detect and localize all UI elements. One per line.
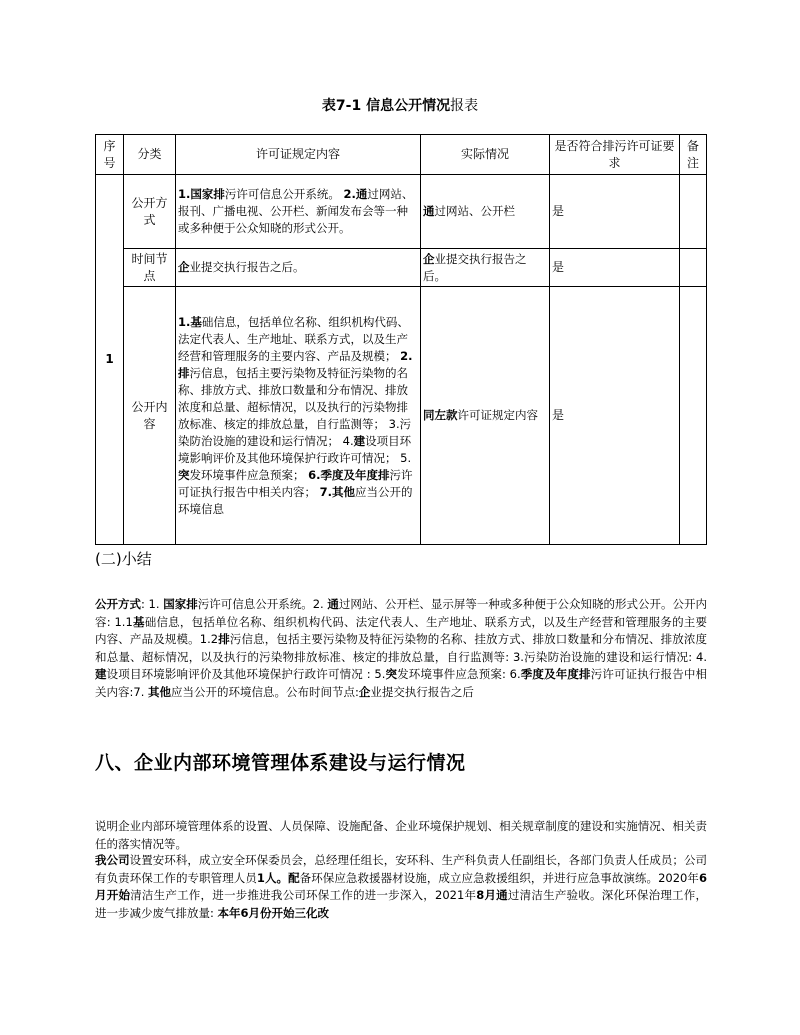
table-caption (0, 95, 800, 115)
remark-cell (680, 249, 707, 287)
bold-run: 国家排 (163, 597, 198, 611)
text-run: 础信息，包括单位名称、组织机构代码、法定代表人、生产地址、联系方式，以及生产经营和管理服务的主要内容、产品及规模。1.2 (95, 614, 708, 647)
bold-run: 公开方式 (95, 597, 142, 611)
bold-run: 其他 (148, 684, 172, 699)
info-disclosure-table (95, 134, 707, 545)
caption-main: 表7-1 信息公开情况 (321, 98, 451, 114)
header-rule: 许可证规定内容 (176, 135, 421, 175)
summary-paragraph (95, 596, 707, 702)
text-run: 础信息，包括单位名称、组织机构代码、法定代表人、生产地址、联系方式，以及生产经营和管理服务的主要内容、产品及规模； (178, 314, 409, 363)
seq-cell: 1 (96, 175, 124, 545)
header-actual: 实际情况 (421, 135, 550, 175)
conform-cell: 是 (550, 249, 680, 287)
text-run: 清洁生产工作，进一步推进我公司环保工作的进一步深入，2021年 (130, 888, 477, 903)
text-run: 业提交执行报告之后。 (189, 260, 305, 274)
bold-run: 企 (423, 251, 435, 266)
bold-run: 本年6月份开始三化改 (217, 905, 330, 920)
text-run: 设项目环境影响评价及其他环境保护行政许可情况 : 5. (106, 667, 386, 682)
table-header-row (96, 135, 707, 175)
conform-cell: 是 (550, 287, 680, 545)
bold-run: 2.排 (178, 348, 413, 380)
text-run: 发环境事件应急预案； (189, 467, 309, 482)
text-run: 污许可证执行报告中相关内容:7. (95, 667, 708, 699)
text-run: 应当公开的环境信息 (178, 484, 413, 516)
text-run: 过网站、公开栏 (434, 204, 515, 218)
intro-paragraph: 说明企业内部环境管理体系的设置、人员保障、设施配备、企业环境保护规划、相关规章制度的建设和实施情况、相关责任的落实情况等。 (95, 819, 707, 851)
rule-cell (176, 175, 421, 249)
bold-run: 1人。配 (256, 870, 300, 885)
text-run: 过网站、公开栏、显示屏等一种或多种便于公众知晓的形式公开。公开内容: 1.1 (95, 597, 707, 629)
text-run: 过网站、报刊、广播电视、公开栏、新闻发布会等一种或多种便于公众知晓的形式公开。 (178, 187, 414, 235)
category-cell: 公开内容 (124, 287, 176, 545)
actual-cell (421, 249, 550, 287)
bold-run: 7.其他 (319, 484, 356, 499)
bold-run: 企 (178, 260, 190, 274)
table-row (96, 249, 707, 287)
bold-run: 2.通 (343, 187, 368, 201)
table-row (96, 175, 707, 249)
summary-heading: (二)小结 (95, 550, 152, 568)
caption-suffix: 报表 (450, 98, 479, 114)
bold-run: 排 (218, 632, 230, 647)
remark-cell (680, 287, 707, 545)
bold-run: 建 (95, 667, 107, 682)
text-run: 应当公开的环境信息。公布时间节点: (171, 684, 359, 699)
bold-run: 1.国家排 (178, 187, 225, 201)
remark-cell (680, 175, 707, 249)
bold-run: 我公司 (95, 853, 130, 867)
text-run: 污许可信息公开系统。2. (197, 597, 328, 611)
bold-run: 建 (353, 433, 366, 448)
header-seq: 序号 (96, 135, 124, 175)
category-cell: 时间节点 (124, 249, 176, 287)
bold-run: 企 (358, 684, 371, 699)
conform-cell: 是 (550, 175, 680, 249)
text-run: 过清洁生产验收。深化环保治理工作， 进一步减少废气排放量: (95, 888, 708, 920)
bold-run: 季度及年度排 (520, 667, 591, 682)
table-row (96, 287, 707, 545)
bold-run: 通 (423, 204, 435, 218)
bold-run: 6月开始 (95, 870, 708, 903)
text-run: 设置安环科，成立安全环保委员会，总经理任组长，安环科、生产科负责人任副组长，各部门负责人任成员；公司有负责环保工作的专职管理人员 (95, 853, 708, 885)
bold-run: 突 (385, 667, 398, 682)
category-cell: 公开方式 (124, 175, 176, 249)
text-run: 污信息，包括主要污染物及特征污染物的名称、挂放方式、排放口数量和分布情况、排放浓度和总量、超标情况，以及执行的污染物排放标准、核定的排放总量，自行监测等: 3.污染防治设施的建设和运行情况: 4. (95, 632, 708, 664)
text-run: : 1. (141, 597, 164, 611)
text-run: 设项目环境影响评价及其他环境保护行政许可情况； 5. (178, 433, 412, 465)
actual-cell (421, 287, 550, 545)
body-paragraph (95, 852, 707, 922)
text-run: 污许可证执行报告中相关内容； (178, 467, 413, 499)
text-run: 污信息，包括主要污染物及特征污染物的名称、排放方式、排放口数量和分布情况、排放浓度和总量、超标情况，以及执行的污染物排放标准、核定的排放总量，自行监测等； 3.污染防治设施的建设和运行情况； 4. (178, 365, 412, 448)
bold-run: 突 (178, 467, 190, 482)
bold-run: 同左款 (423, 408, 458, 422)
bold-run: 6.季度及年度排 (308, 467, 390, 482)
section-heading: 八、企业内部环境管理体系建设与运行情况 (95, 752, 466, 774)
text-run: 备环保应急救援器材设施，成立应急救援组织，并进行应急事故演练。2020年 (299, 870, 699, 885)
text-run: 业提交执行报告之后 (370, 684, 474, 699)
text-run: 发环境事件应急预案: 6. (397, 667, 521, 682)
bold-run: 8月通 (476, 888, 508, 903)
header-remark: 备注 (680, 135, 707, 175)
bold-run: 基 (132, 614, 145, 629)
text-run: 业提交执行报告之后。 (423, 251, 527, 283)
header-category: 分类 (124, 135, 176, 175)
bold-run: 通 (327, 597, 339, 611)
rule-cell (176, 287, 421, 545)
actual-cell (421, 175, 550, 249)
text-run: 污许可信息公开系统。 (224, 187, 344, 201)
rule-cell (176, 249, 421, 287)
header-conform: 是否符合排污许可证要求 (550, 135, 680, 175)
text-run: 许可证规定内容 (457, 408, 538, 422)
bold-run: 1.基 (178, 314, 202, 329)
